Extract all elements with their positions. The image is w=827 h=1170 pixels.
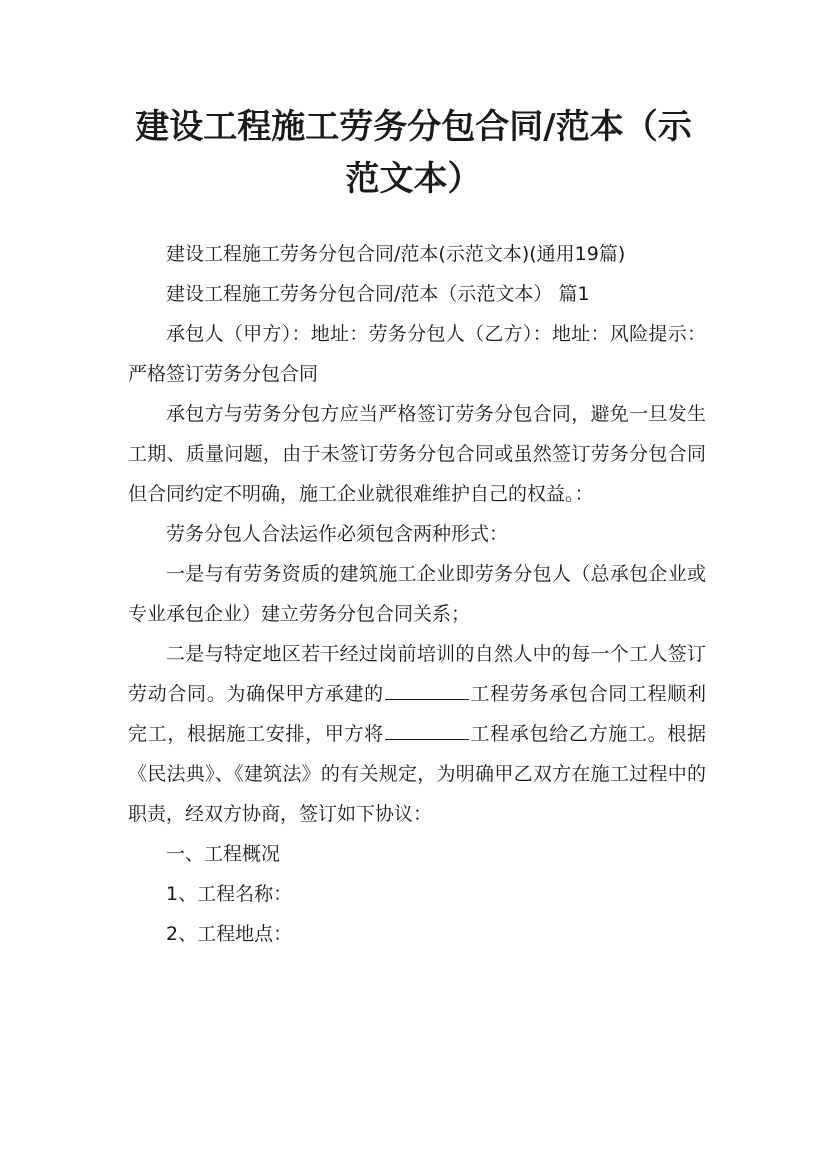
subtitle-paragraph: 建设工程施工劳务分包合同/范本（示范文本） 篇1	[166, 283, 590, 305]
list-item-project-name: 1、工程名称：	[166, 883, 293, 905]
paragraph-4-part-2: 工程劳务承包合同工程顺利完工，根据施工安排，甲方将	[128, 683, 706, 745]
section-heading-1: 一、工程概况	[166, 843, 281, 865]
paragraph-3: 一是与有劳务资质的建筑施工企业即劳务分包人（总承包企业或专业承包企业）建立劳务分包合同关系；	[128, 563, 706, 625]
intro-paragraph: 建设工程施工劳务分包合同/范本(示范文本)(通用19篇)	[166, 243, 626, 265]
list-item-project-location: 2、工程地点：	[166, 923, 293, 945]
document-title: 建设工程施工劳务分包合同/范本（示范文本）	[135, 107, 692, 199]
paragraph-4	[128, 634, 706, 834]
paragraph-4-part-3: 工程承包给乙方施工。根据《民法典》、《建筑法》的有关规定，为明确甲乙双方在施工过程中的职责，经双方协商，签订如下协议：	[128, 723, 706, 825]
blank-line-scope	[385, 720, 469, 740]
paragraph-1: 承包方与劳务分包方应当严格签订劳务分包合同，避免一旦发生工期、质量问题，由于未签订劳务分包合同或虽然签订劳务分包合同但合同约定不明确，施工企业就很难维护自己的权益。：	[128, 403, 706, 505]
parties-paragraph: 承包人（甲方）：地址：劳务分包人（乙方）：地址：风险提示：严格签订劳务分包合同	[128, 323, 706, 385]
blank-line-project	[385, 680, 469, 700]
paragraph-4-part-1: 二是与特定地区若干经过岗前培训的自然人中的每一个工人签订劳动合同。为确保甲方承建的	[128, 643, 706, 705]
document-body	[128, 234, 706, 954]
paragraph-2: 劳务分包人合法运作必须包含两种形式：	[166, 523, 509, 545]
